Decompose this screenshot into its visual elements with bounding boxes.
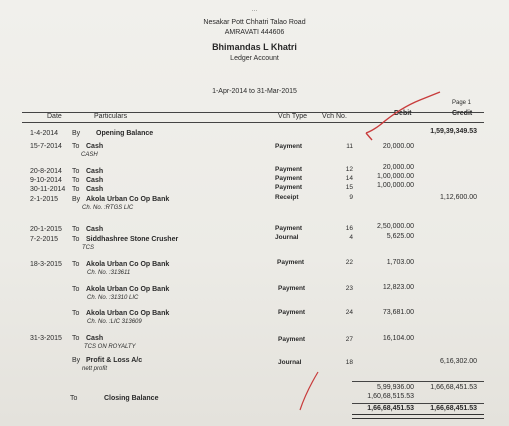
row4-date: 9-10-2014 <box>30 177 62 184</box>
row11-debit: 73,681.00 <box>382 309 414 316</box>
row10-type: Payment <box>278 285 306 292</box>
col-particulars: Particulars <box>94 113 128 120</box>
row3-date: 20-8-2014 <box>30 168 62 175</box>
row7-type: Payment <box>275 225 303 232</box>
row13-credit: 6,16,302.00 <box>440 358 477 365</box>
account-name: Bhimandas L Khatri <box>212 42 297 52</box>
row1-name: Opening Balance <box>96 130 154 137</box>
row11-dir: To <box>72 310 80 317</box>
row13-no: 18 <box>345 359 353 366</box>
row10-dir: To <box>72 286 80 293</box>
row11-type: Payment <box>278 309 306 316</box>
row8-no: 4 <box>349 234 353 241</box>
subtotal-credit: 1,66,68,451.53 <box>430 384 477 391</box>
row8-name: Siddhashree Stone Crusher <box>86 236 179 243</box>
row5-name: Cash <box>86 186 104 193</box>
row4-debit: 1,00,000.00 <box>377 173 414 180</box>
row13-name: Profit & Loss A/c <box>86 357 143 364</box>
red-pen-stroke <box>300 372 318 410</box>
page-number: Page 1 <box>452 100 472 106</box>
row6-name: Akola Urban Co Op Bank <box>86 196 170 203</box>
subtotal-debit: 5,99,936.00 <box>377 384 414 391</box>
row5-no: 15 <box>345 184 353 191</box>
report-subtitle: Ledger Account <box>230 55 279 62</box>
row5-dir: To <box>72 186 80 193</box>
row7-no: 16 <box>345 225 353 232</box>
row2-type: Payment <box>275 143 303 150</box>
row4-name: Cash <box>86 177 104 184</box>
red-check-mark <box>366 92 440 140</box>
row9-dir: To <box>72 261 80 268</box>
row2-name: Cash <box>86 143 104 150</box>
row13-sub: nett profit <box>82 366 108 372</box>
row3-no: 12 <box>345 166 353 173</box>
row1-dir: By <box>72 130 81 137</box>
row7-debit: 2,50,000.00 <box>377 223 414 230</box>
row9-date: 18-3-2015 <box>30 261 62 268</box>
closing-label: Closing Balance <box>104 395 159 402</box>
row9-no: 22 <box>345 259 353 266</box>
row9-type: Payment <box>277 259 305 266</box>
grand-total-credit: 1,66,68,451.53 <box>430 405 477 412</box>
company-name-faded: ... <box>251 6 258 13</box>
row8-dir: To <box>72 236 80 243</box>
row3-name: Cash <box>86 168 104 175</box>
row1-credit: 1,59,39,349.53 <box>430 128 477 135</box>
address-line-1: Nesakar Pott Chhatri Talao Road <box>203 19 306 26</box>
row10-debit: 12,823.00 <box>382 284 414 291</box>
row3-debit: 20,000.00 <box>382 164 414 171</box>
row11-sub: Ch. No. :LIC 313609 <box>87 319 142 325</box>
row7-name: Cash <box>86 226 104 233</box>
row10-sub: Ch. No. :31310 LIC <box>87 295 139 301</box>
row12-dir: To <box>72 335 80 342</box>
row7-date: 20-1-2015 <box>30 226 62 233</box>
row11-no: 24 <box>345 309 353 316</box>
row2-no: 11 <box>346 143 353 150</box>
row6-dir: By <box>72 196 81 203</box>
col-debit: Debit <box>394 110 412 117</box>
col-date: Date <box>47 113 62 120</box>
row8-type: Journal <box>275 234 299 241</box>
row9-name: Akola Urban Co Op Bank <box>86 261 170 268</box>
row6-sub: Ch. No. :RTGS LIC <box>82 205 134 211</box>
col-credit: Credit <box>452 110 473 117</box>
row11-name: Akola Urban Co Op Bank <box>86 310 170 317</box>
closing-debit: 1,60,68,515.53 <box>367 393 414 400</box>
row2-debit: 20,000.00 <box>382 143 414 150</box>
row2-date: 15-7-2014 <box>30 143 62 150</box>
row12-type: Payment <box>278 336 306 343</box>
row12-debit: 16,104.00 <box>382 335 414 342</box>
row6-no: 9 <box>349 194 353 201</box>
row7-dir: To <box>72 226 80 233</box>
closing-dir: To <box>70 395 78 402</box>
row2-sub: CASH <box>81 152 98 158</box>
row6-type: Receipt <box>275 194 299 201</box>
row3-dir: To <box>72 168 80 175</box>
row5-debit: 1,00,000.00 <box>377 182 414 189</box>
grand-total-debit: 1,66,68,451.53 <box>367 405 414 412</box>
row8-date: 7-2-2015 <box>30 236 59 243</box>
row3-type: Payment <box>275 166 303 173</box>
col-vch-type: Vch Type <box>278 113 308 120</box>
row12-sub: TCS ON ROYALTY <box>84 344 136 350</box>
address-line-2: AMRAVATI 444606 <box>224 29 285 36</box>
row4-no: 14 <box>345 175 353 182</box>
row5-type: Payment <box>275 184 303 191</box>
row12-date: 31-3-2015 <box>30 335 62 342</box>
row1-date: 1-4-2014 <box>30 130 59 137</box>
report-period: 1-Apr-2014 to 31-Mar-2015 <box>212 88 297 95</box>
row9-debit: 1,703.00 <box>386 259 414 266</box>
row10-no: 23 <box>345 285 353 292</box>
col-vch-no: Vch No. <box>322 113 347 120</box>
row9-sub: Ch. No. :313611 <box>87 270 131 276</box>
row13-type: Journal <box>278 359 302 366</box>
row2-dir: To <box>72 143 80 150</box>
row6-credit: 1,12,600.00 <box>440 194 477 201</box>
row4-dir: To <box>72 177 80 184</box>
row10-name: Akola Urban Co Op Bank <box>86 286 170 293</box>
row8-debit: 5,625.00 <box>386 233 414 240</box>
row13-dir: By <box>72 357 81 364</box>
row12-name: Cash <box>86 335 104 342</box>
row12-no: 27 <box>345 336 353 343</box>
row5-date: 30-11-2014 <box>30 186 66 193</box>
row8-sub: TCS <box>82 245 94 251</box>
row4-type: Payment <box>275 175 303 182</box>
row6-date: 2-1-2015 <box>30 196 59 203</box>
